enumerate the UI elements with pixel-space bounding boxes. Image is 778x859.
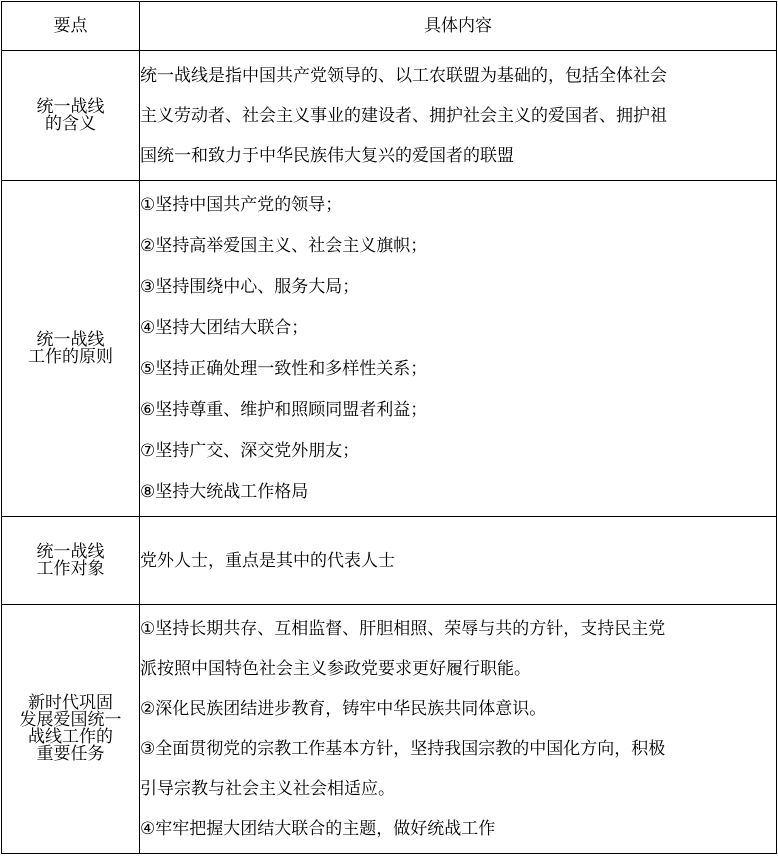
row-content-cell (140, 51, 777, 181)
row-content-line: ⑥坚持尊重、维护和照顾同盟者利益； (140, 399, 428, 420)
row-content-cell (140, 605, 777, 854)
row-key-cell (2, 517, 140, 605)
row-content-line: ⑧坚持大统战工作格局 (140, 481, 309, 502)
row-content-line: 党外人士，重点是其中的代表人士 (140, 550, 395, 571)
row-content-line: ⑤坚持正确处理一致性和多样性关系； (140, 358, 428, 379)
table-row (2, 517, 777, 605)
row-content-line: 主义劳动者、社会主义事业的建设者、拥护社会主义的爱国者、拥护祖 (140, 105, 667, 126)
row-content-line: ①坚持中国共产党的领导； (140, 194, 343, 215)
row-key-cell (2, 605, 140, 854)
row-content-line: ⑦坚持广交、深交党外朋友； (140, 440, 360, 461)
row-content-line: ④牢牢把握大团结大联合的主题，做好统战工作 (140, 819, 496, 839)
row-content-line: 国统一和致力于中华民族伟大复兴的爱国者的联盟 (140, 145, 514, 166)
row-content-line: ①坚持长期共存、互相监督、肝胆相照、荣辱与共的方针，支持民主党 (140, 619, 666, 639)
row-content-cell (140, 517, 777, 605)
row-content-line: 统一战线是指中国共产党领导的、以工农联盟为基础的，包括全体社会 (140, 65, 667, 86)
row-content-line: ③全面贯彻党的宗教工作基本方针，坚持我国宗教的中国化方向，积极 (140, 739, 666, 759)
row-key-cell (2, 51, 140, 181)
row-key-line: 战线工作的 (28, 727, 113, 747)
row-key-line: 发展爱国统一 (19, 710, 122, 730)
header-row (2, 2, 777, 51)
summary-table (1, 1, 777, 854)
row-content-line: ②深化民族团结进步教育，铸牢中华民族共同体意识。 (140, 699, 547, 719)
header-content-cell: 具体内容 (140, 2, 777, 51)
row-key-line: 统一战线 (36, 96, 105, 117)
row-content-line: ④坚持大团结大联合； (140, 317, 309, 338)
row-key-line: 工作对象 (36, 558, 105, 579)
row-key-line: 新时代巩固 (28, 693, 113, 713)
row-key-line: 统一战线 (36, 541, 105, 562)
table-row (2, 51, 777, 181)
header-key-cell: 要点 (2, 2, 140, 51)
row-content-cell (140, 181, 777, 517)
row-content-line: 派按照中国特色社会主义参政党要求更好履行职能。 (140, 659, 531, 679)
row-content-line: ②坚持高举爱国主义、社会主义旗帜； (140, 235, 428, 256)
table-row (2, 181, 777, 517)
row-key-line: 工作的原则 (28, 346, 113, 367)
table-row (2, 605, 777, 854)
row-key-line: 的含义 (45, 113, 96, 134)
row-key-cell (2, 181, 140, 517)
row-key-line: 统一战线 (36, 329, 105, 350)
row-content-line: 引导宗教与社会主义社会相适应。 (140, 779, 395, 799)
row-key-line: 重要任务 (36, 744, 105, 764)
row-content-line: ③坚持围绕中心、服务大局； (140, 276, 360, 297)
